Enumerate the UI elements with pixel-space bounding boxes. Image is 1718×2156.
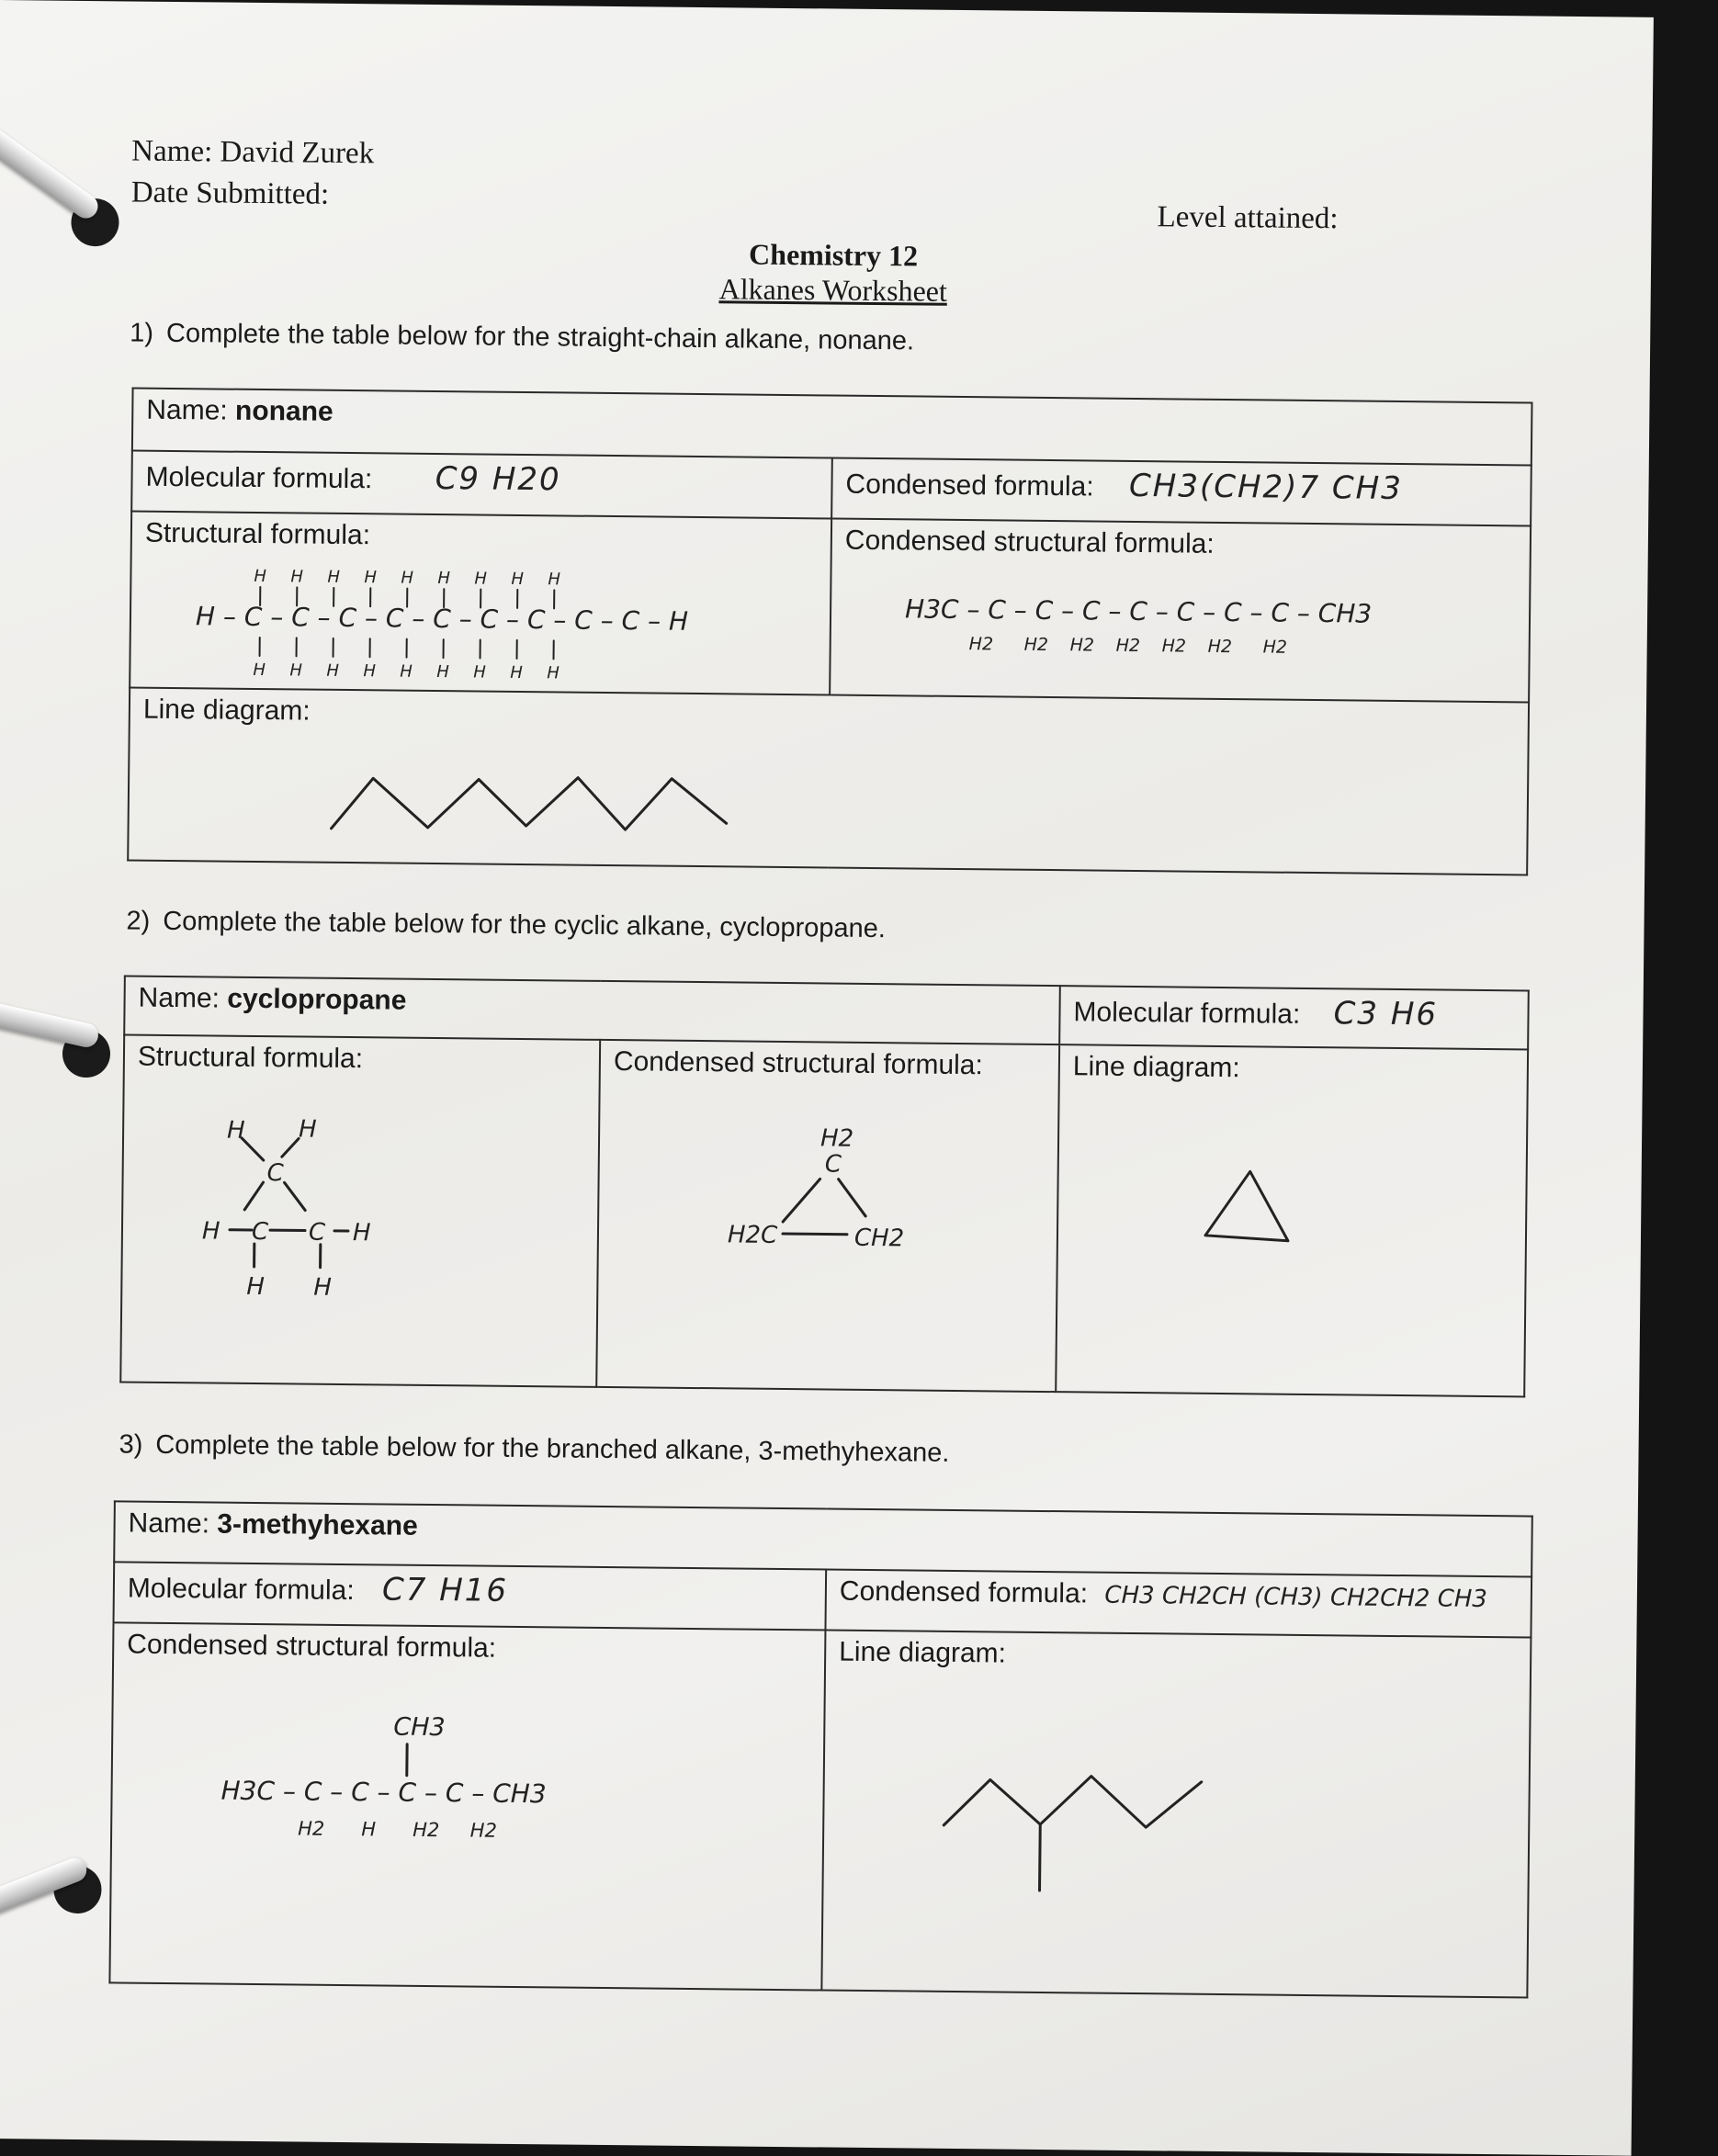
- c-atom: C: [309, 1219, 326, 1247]
- ch2-subscript: H2: [1208, 637, 1233, 657]
- course-title: Chemistry 12: [0, 230, 1654, 281]
- methylhexane-chain: H3C – C – C – C – C – CH3: [220, 1776, 546, 1810]
- cyclopropane-name-cell: [124, 976, 1060, 1044]
- methylhexane-name-value: 3-methyhexane: [217, 1509, 418, 1541]
- nonane-line-diagram: [322, 746, 763, 852]
- h-atom-bottom: H: [253, 660, 266, 680]
- cyclopropane-molecular-cell: [1059, 986, 1529, 1049]
- h-atom-top: H: [437, 569, 450, 588]
- nonane-structural-label: Structural formula:: [145, 518, 818, 557]
- worksheet-title: Alkanes Worksheet: [0, 265, 1654, 316]
- c-atom: C: [266, 1159, 284, 1187]
- binder-ring-middle: [0, 996, 100, 1049]
- student-name-line: [131, 135, 374, 172]
- condensed-top-h2: H2: [820, 1124, 853, 1152]
- h-atom-top: H: [364, 568, 377, 587]
- question-2-number: 2): [126, 906, 150, 935]
- h-atom-bottom: H: [326, 661, 339, 681]
- cyclopropane-name-label: Name:: [138, 983, 220, 1014]
- nonane-structural-cell: [130, 512, 831, 695]
- date-submitted-label: Date Submitted:: [131, 176, 330, 212]
- methylhexane-condensed-drawing: [212, 1689, 729, 1897]
- h-atom-top: H: [290, 567, 303, 586]
- cyclopropane-molecular-label: Molecular formula:: [1073, 997, 1300, 1030]
- methylhexane-molecular-answer: C7 H16: [382, 1571, 508, 1609]
- question-1-text: Complete the table below for the straight-chain alkane, nonane.: [166, 319, 914, 356]
- nonane-structural-chain: H – C – C – C – C – C – C – C – C – C – H: [196, 601, 688, 637]
- h-atom-top: H: [254, 567, 266, 586]
- ch2-subscript: H2: [1162, 636, 1187, 656]
- nonane-name-value: nonane: [235, 396, 333, 427]
- methylhexane-line-label: Line diagram:: [839, 1637, 1517, 1676]
- name-value: David Zurek: [220, 136, 374, 171]
- h-atom-top: H: [548, 570, 560, 589]
- h-atom-bottom: H: [510, 663, 523, 683]
- nonane-condensed-answer: CH3(CH2)7 CH3: [1129, 468, 1403, 507]
- question-2-prompt: [126, 906, 886, 944]
- cyclopropane-molecular-answer: C3 H6: [1333, 995, 1438, 1033]
- nonane-condensed-structural-label: Condensed structural formula:: [845, 525, 1517, 564]
- methylhexane-molecular-cell: [114, 1562, 827, 1630]
- condensed-top-c: C: [825, 1150, 842, 1178]
- nonane-molecular-cell: [131, 451, 832, 519]
- methylhexane-condensed-structural-cell: [109, 1622, 825, 1990]
- cyclopropane-structural-drawing: [196, 1101, 502, 1342]
- level-attained-label: Level attained:: [1157, 200, 1338, 236]
- question-3-text: Complete the table below for the branched alkane, 3-methyhexane.: [155, 1430, 949, 1468]
- cyclopropane-line-label: Line diagram:: [1073, 1051, 1514, 1087]
- nonane-molecular-label: Molecular formula:: [145, 462, 372, 495]
- cyclopropane-condensed-drawing: [708, 1106, 986, 1329]
- h-atom: H: [202, 1217, 220, 1245]
- methylhexane-line-cell: [821, 1631, 1531, 1998]
- ch2-subscript: H2: [1263, 637, 1288, 657]
- methylhexane-line-diagram: [933, 1715, 1211, 1902]
- nonane-structural-drawing: [186, 549, 831, 694]
- ch2-subscript: H2: [1024, 635, 1049, 655]
- nonane-molecular-answer: C9 H20: [435, 460, 560, 498]
- h-atom-top: H: [511, 570, 524, 589]
- question-1-number: 1): [130, 318, 153, 347]
- cyclopropane-condensed-structural-cell: [596, 1040, 1059, 1392]
- methyl-branch: CH3: [393, 1713, 446, 1743]
- cyclopropane-structural-label: Structural formula:: [138, 1042, 586, 1078]
- methylhexane-table: [108, 1500, 1532, 1998]
- nonane-condensed-cell: [831, 458, 1532, 526]
- methylhexane-condensed-structural-label: Condensed structural formula:: [127, 1630, 811, 1668]
- h-atom-top: H: [327, 568, 340, 587]
- h-atom: H: [227, 1117, 245, 1145]
- nonane-condensed-structural-chain: H3C – C – C – C – C – C – C – C – CH3: [905, 593, 1372, 628]
- nonane-condensed-structural-drawing: [886, 575, 1530, 683]
- nonane-condensed-label: Condensed formula:: [845, 469, 1094, 502]
- h-atom-top: H: [401, 569, 413, 588]
- cyclopropane-table: [119, 975, 1530, 1397]
- cyclopropane-structural-cell: [120, 1034, 600, 1386]
- methylhexane-condensed-cell: [825, 1570, 1532, 1638]
- condensed-left-ch2: H2C: [728, 1221, 778, 1249]
- h-atom-bottom: H: [400, 662, 413, 682]
- nonane-table: [127, 388, 1532, 876]
- c-atom: C: [252, 1218, 269, 1246]
- h-atom-bottom: H: [289, 660, 302, 680]
- cyclopropane-line-diagram: [1196, 1148, 1307, 1259]
- h-atom-bottom: H: [363, 661, 376, 681]
- cyclopropane-line-cell: [1056, 1044, 1528, 1396]
- binder-ring-top: [0, 123, 103, 222]
- question-3-prompt: [119, 1429, 949, 1468]
- methylhexane-condensed-label: Condensed formula:: [840, 1576, 1089, 1609]
- cyclopropane-name-value: cyclopropane: [227, 984, 406, 1016]
- h-atom: H: [313, 1274, 332, 1302]
- methylhexane-condensed-answer: CH3 CH2CH (CH3) CH2CH2 CH3: [1104, 1582, 1487, 1613]
- h-atom-top: H: [474, 569, 487, 588]
- h-atom: H: [246, 1273, 265, 1301]
- question-2-text: Complete the table below for the cyclic alkane, cyclopropane.: [163, 907, 886, 943]
- h-atom-bottom: H: [436, 662, 449, 682]
- ch2-subscript: H2: [1070, 635, 1095, 655]
- name-label: Name:: [131, 135, 212, 169]
- cyclopropane-condensed-structural-label: Condensed structural formula:: [614, 1046, 1045, 1082]
- nonane-line-cell: [128, 688, 1529, 875]
- nonane-condensed-structural-cell: [830, 519, 1531, 703]
- h-atom: H: [353, 1219, 371, 1247]
- ch2-subscript: H2: [1116, 636, 1141, 656]
- nonane-name-label: Name:: [146, 395, 228, 426]
- ch2-subscript: H2: [969, 634, 994, 654]
- nonane-line-label: Line diagram:: [143, 694, 1515, 740]
- condensed-right-ch2: CH2: [854, 1225, 905, 1253]
- h-atom: H: [299, 1115, 317, 1143]
- question-3-number: 3): [119, 1429, 142, 1459]
- h-atom-bottom: H: [473, 662, 486, 682]
- methylhexane-molecular-label: Molecular formula:: [128, 1574, 355, 1607]
- h-atom-bottom: H: [547, 663, 559, 683]
- methylhexane-name-label: Name:: [128, 1508, 209, 1540]
- methylhexane-chain-subscripts: H2 H H2 H2: [298, 1818, 497, 1842]
- question-1-prompt: [130, 318, 914, 356]
